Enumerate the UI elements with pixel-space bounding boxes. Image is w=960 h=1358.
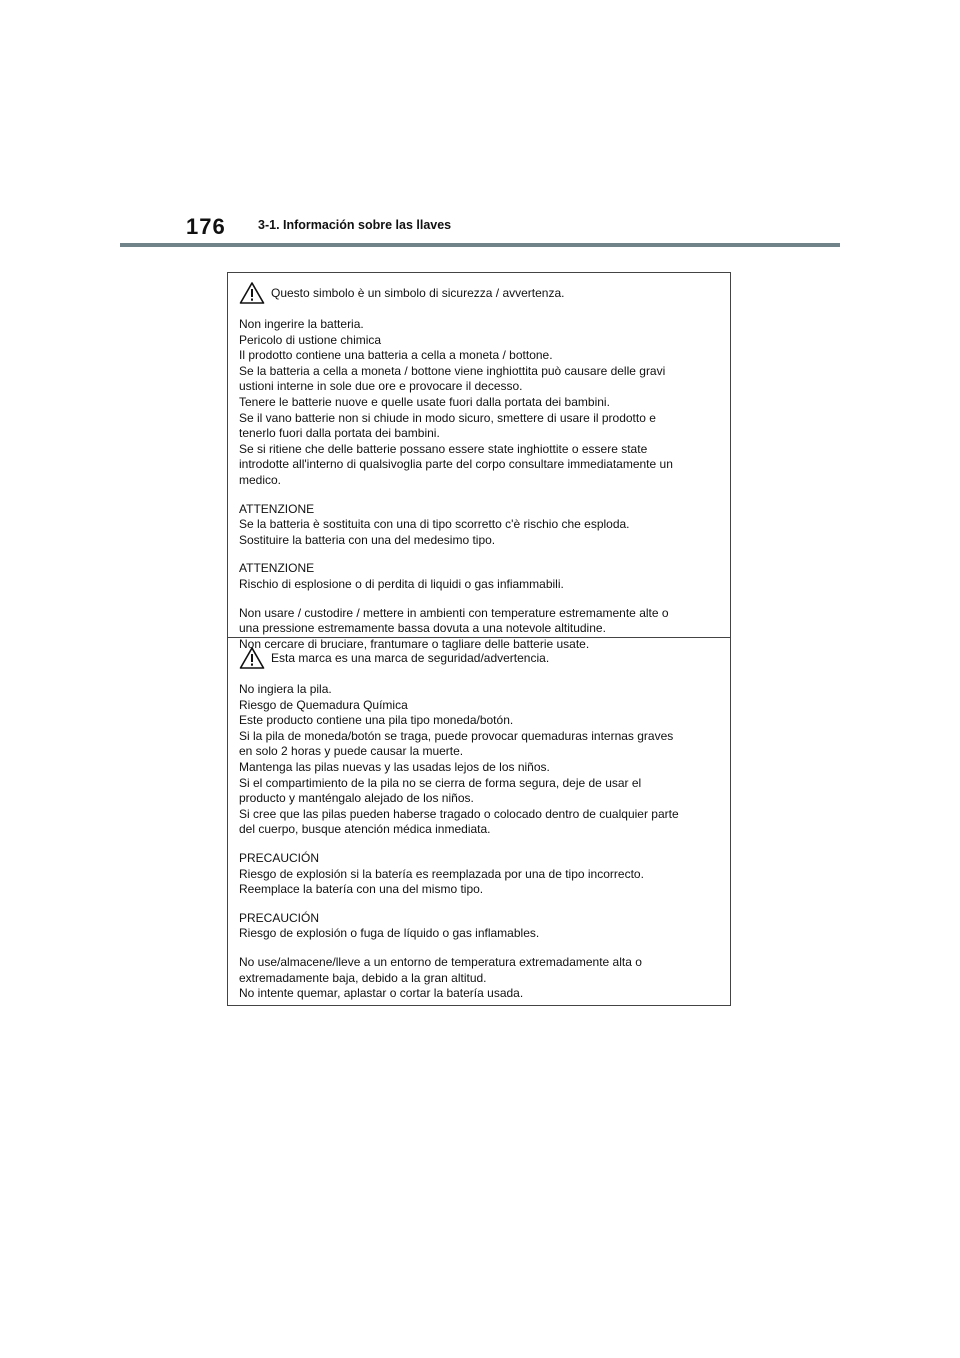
italian-heading: Questo simbolo è un simbolo di sicurezza / avvertenza. bbox=[271, 286, 565, 300]
section-title: 3-1. Información sobre las llaves bbox=[258, 218, 452, 232]
page-number: 176 bbox=[186, 214, 226, 239]
italian-block-ingestion: Non ingerire la batteria. Pericolo di ustione chimica Il prodotto contiene una batteria a cella a moneta / bottone. Se la batteria a cella a moneta / bottone viene inghiottita può causare delle gravi ustioni interne in sole due ore e provocare il decesso. Tenere le batterie nuove e quelle usate fuori dalla portata dei bambini. Se il vano batterie non si chiude in modo sicuro, smettere di usare il prodotto e tenerlo fuori dalla portata dei bambini. Se si ritiene che delle batterie possano essere state inghiottite o essere state introdotte all'interno di qualsivoglia parte del corpo consultare immediatamente un medico. bbox=[239, 317, 673, 487]
italian-block-caution-explosion: ATTENZIONE Rischio di esplosione o di perdita di liquidi o gas infiammabili. bbox=[239, 561, 564, 591]
spanish-block-ingestion: No ingiera la pila. Riesgo de Quemadura Química Este producto contiene una pila tipo moneda/botón. Si la pila de moneda/botón se traga, puede provocar quemaduras internas graves en solo 2 horas y puede causar la muerte. Mantenga las pilas nuevas y las usadas lejos de los niños. Si el compartimiento de la pila no se cierra de forma segura, deje de usar el producto y manténgalo alejado de los niños. Si cree que las pilas pueden haberse tragado o colocado dentro de cualquier parte del cuerpo, busque atención médica inmediata. bbox=[239, 682, 679, 837]
spanish-block-environment: No use/almacene/lleve a un entorno de temperatura extremadamente alta o extremadamente baja, debido a la gran altitud. No intente quemar, aplastar o cortar la batería usada. bbox=[239, 954, 642, 1001]
italian-warning-panel bbox=[228, 273, 730, 651]
spanish-warning-panel bbox=[228, 637, 730, 1005]
warning-triangle-icon bbox=[239, 646, 265, 670]
spanish-block-caution-replace: PRECAUCIÓN Riesgo de explosión si la batería es reemplazada por una de tipo incorrecto. Reemplace la batería con una del mismo tipo. bbox=[239, 850, 644, 897]
italian-block-caution-replace: ATTENZIONE Se la batteria è sostituita con una di tipo scorretto c'è rischio che esploda. Sostituire la batteria con una del medesimo tipo. bbox=[239, 501, 630, 547]
italian-heading-row bbox=[239, 279, 720, 307]
warning-triangle-icon bbox=[239, 281, 265, 305]
spanish-block-caution-explosion: PRECAUCIÓN Riesgo de explosión o fuga de líquido o gas inflamables. bbox=[239, 910, 540, 941]
italian-block-environment: Non usare / custodire / mettere in ambienti con temperature estremamente alte o una pressione estremamente bassa dovuta a una notevole altitudine. Non cercare di bruciare, frantumare o tagliare delle batterie usate. bbox=[239, 605, 669, 651]
spanish-heading: Esta marca es una marca de seguridad/advertencia. bbox=[271, 651, 550, 665]
header-rule bbox=[120, 243, 840, 247]
battery-warning-box bbox=[227, 272, 731, 1006]
